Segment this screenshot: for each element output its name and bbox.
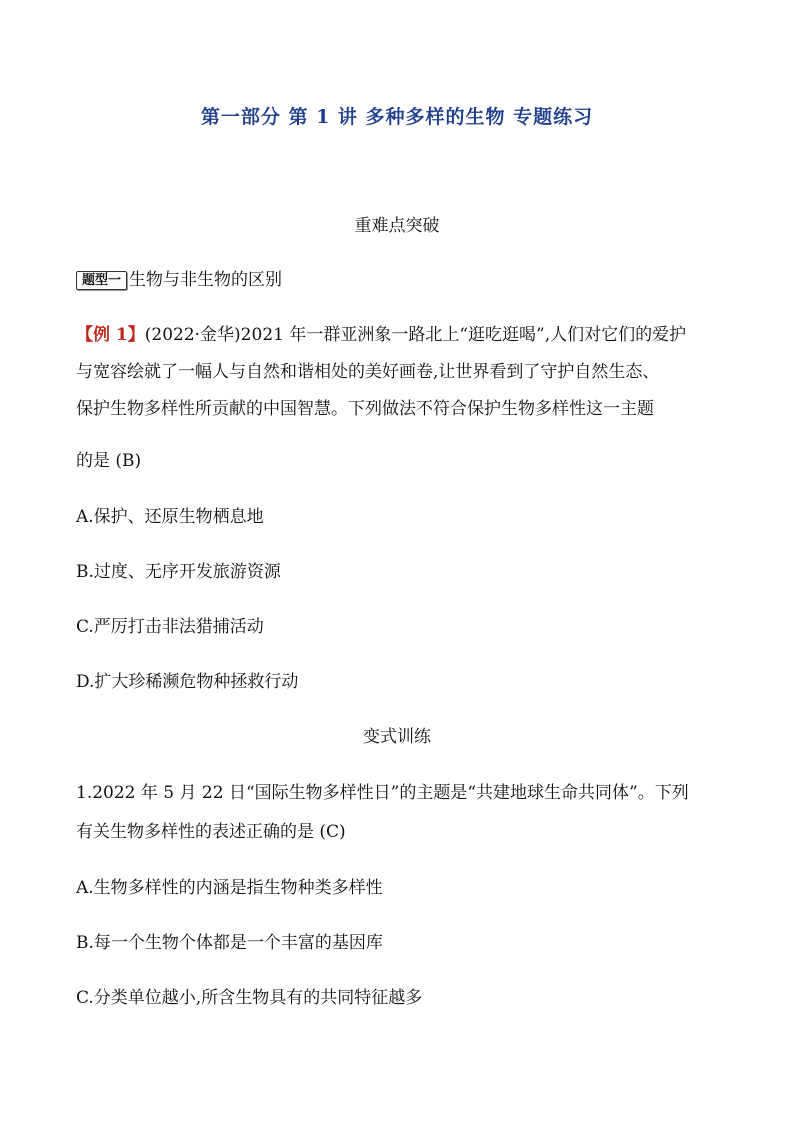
practice-heading: 变式训练: [363, 727, 431, 747]
example-line-2: 与宽容绘就了一幅人与自然和谐相处的美好画卷,让世界看到了守护自然生态、: [76, 362, 660, 382]
section-heading: 重难点突破: [354, 216, 440, 236]
example-tag: 【例 1】: [76, 325, 145, 345]
example-option-c: C.严厉打击非法猎捕活动: [76, 617, 264, 637]
example-text: (2022·金华)2021 年一群亚洲象一路北上“逛吃逛喝”,人们对它们的爱护: [144, 325, 687, 345]
question1-option-c: C.分类单位越小,所含生物具有的共同特征越多: [76, 988, 423, 1008]
example-line-1: [76, 325, 726, 345]
question1-option-a: A.生物多样性的内涵是指生物种类多样性: [76, 878, 383, 898]
topic-badge: 题型一: [76, 271, 127, 290]
example-option-a: A.保护、还原生物栖息地: [76, 507, 264, 527]
example-line-3: 保护生物多样性所贡献的中国智慧。下列做法不符合保护生物多样性这一主题: [76, 399, 654, 419]
page-title: 第一部分 第 1 讲 多种多样的生物 专题练习: [200, 106, 594, 128]
example-option-b: B.过度、无序开发旅游资源: [76, 562, 281, 582]
question1-line-2: 有关生物多样性的表述正确的是 (C): [76, 822, 346, 842]
topic-line: [76, 270, 726, 290]
question1-line-1: 1.2022 年 5 月 22 日“国际生物多样性日”的主题是“共建地球生命共同体”。下列: [76, 783, 689, 803]
question1-option-b: B.每一个生物个体都是一个丰富的基因库: [76, 933, 383, 953]
topic-text: 生物与非生物的区别: [129, 270, 283, 290]
example-option-d: D.扩大珍稀濒危物种拯救行动: [76, 672, 299, 692]
example-line-4: 的是 (B): [76, 451, 142, 471]
